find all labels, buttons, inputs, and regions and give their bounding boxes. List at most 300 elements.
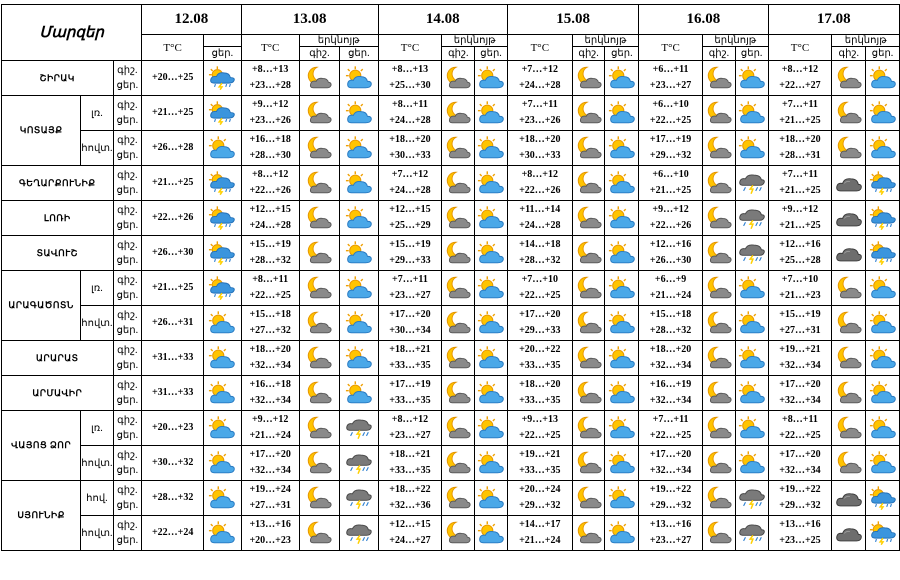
weather-cell (735, 481, 768, 516)
night-label: գիշ. (117, 450, 138, 461)
region-row (2, 446, 900, 481)
moon-cloud-icon (444, 485, 472, 511)
night-label: գիշ. (117, 65, 138, 76)
temp-cell (241, 236, 299, 271)
temp-cell (241, 341, 299, 376)
night-label: գիշ. (117, 520, 138, 531)
region-name: ԼՈՌԻ (2, 201, 114, 236)
sun-cloud-icon (345, 345, 373, 371)
weather-cell (735, 201, 768, 236)
night-label: գիշ. (117, 415, 138, 426)
cloud-storm-icon (345, 450, 373, 476)
weather-cell (605, 376, 639, 411)
sun-cloud-storm-icon (869, 170, 897, 196)
period-label (113, 166, 142, 201)
weather-cell (299, 306, 339, 341)
night-temp: +15…+19 (249, 239, 291, 250)
day-temp: +22…+25 (649, 430, 692, 441)
day-temp: +32…+34 (249, 395, 291, 406)
weather-cell (204, 201, 242, 236)
sun-cloud-storm-icon (208, 170, 236, 196)
weather-cell (475, 376, 508, 411)
weather-cell (572, 306, 605, 341)
weather-cell (866, 481, 900, 516)
weather-cell (605, 166, 639, 201)
temp-cell: +21…+25 (142, 166, 204, 201)
temp-cell (378, 446, 442, 481)
moon-cloud-icon (835, 415, 863, 441)
weather-cell (475, 271, 508, 306)
moon-cloud-icon (705, 380, 733, 406)
date-header: 12.08 (142, 5, 241, 35)
night-temp: +20…+24 (519, 484, 561, 495)
temp-cell (639, 131, 703, 166)
sun-cloud-storm-icon (208, 205, 236, 231)
weather-cell (605, 306, 639, 341)
day-temp: +30…+33 (389, 150, 431, 161)
temp-cell (639, 411, 703, 446)
day-temp: +28…+32 (249, 255, 291, 266)
sun-cloud-icon (477, 205, 505, 231)
weather-cell (832, 96, 866, 131)
moon-cloud-icon (305, 135, 333, 161)
night-temp: +12…+16 (649, 239, 692, 250)
weather-cell (703, 96, 736, 131)
day-temp: +32…+34 (249, 360, 291, 371)
night-temp: +17…+20 (779, 379, 821, 390)
period-label (113, 481, 142, 516)
sky-column-header: երկնոյթ (299, 35, 378, 47)
weather-cell (340, 61, 378, 96)
weather-cell (299, 131, 339, 166)
day-temp: +32…+34 (649, 360, 692, 371)
night-subheader: գիշ. (442, 47, 475, 61)
day-temp: +28…+32 (649, 325, 692, 336)
night-label: գիշ. (117, 485, 138, 496)
sky-column-header: երկնոյթ (572, 35, 639, 47)
moon-cloud-icon (575, 380, 603, 406)
dark-cloud-icon (835, 240, 863, 266)
weather-cell (340, 166, 378, 201)
date-header: 13.08 (241, 5, 378, 35)
sun-cloud-icon (608, 415, 636, 441)
moon-cloud-icon (575, 345, 603, 371)
night-temp: +7…+11 (521, 99, 558, 110)
temp-cell (507, 201, 572, 236)
day-temp: +23…+26 (519, 115, 561, 126)
temp-cell (241, 201, 299, 236)
day-temp: +22…+25 (779, 430, 821, 441)
temp-cell: +26…+31 (142, 306, 204, 341)
night-temp: +17…+20 (519, 309, 561, 320)
sun-cloud-icon (608, 310, 636, 336)
weather-cell (832, 131, 866, 166)
weather-cell (605, 271, 639, 306)
night-temp: +8…+13 (251, 64, 289, 75)
weather-cell (340, 96, 378, 131)
moon-cloud-icon (705, 135, 733, 161)
sun-cloud-storm-icon (208, 275, 236, 301)
weather-cell (866, 131, 900, 166)
night-temp: +6…+10 (652, 99, 689, 110)
day-temp: +21…+25 (779, 185, 821, 196)
day-temp: +21…+23 (779, 290, 821, 301)
day-temp: +21…+24 (649, 290, 692, 301)
night-label: գիշ. (117, 205, 138, 216)
day-temp: +33…+35 (519, 395, 561, 406)
weather-cell (832, 481, 866, 516)
night-temp: +7…+11 (392, 274, 428, 285)
moon-cloud-icon (575, 170, 603, 196)
sun-cloud-icon (208, 485, 236, 511)
day-subheader: ցեր. (866, 47, 900, 61)
night-temp: +12…+15 (389, 204, 431, 215)
night-subheader: գիշ. (703, 47, 736, 61)
weather-cell (605, 516, 639, 551)
sun-cloud-icon (608, 380, 636, 406)
weather-cell (605, 201, 639, 236)
temp-cell (241, 271, 299, 306)
sun-cloud-storm-icon (869, 205, 897, 231)
temp-cell: +28…+32 (142, 481, 204, 516)
day-temp: +29…+33 (519, 325, 561, 336)
night-temp: +17…+19 (389, 379, 431, 390)
sun-cloud-icon (477, 520, 505, 546)
weather-cell (605, 446, 639, 481)
moon-cloud-icon (575, 240, 603, 266)
temp-cell (507, 446, 572, 481)
temp-cell (241, 61, 299, 96)
moon-cloud-icon (444, 240, 472, 266)
weather-cell (340, 236, 378, 271)
period-label (113, 236, 142, 271)
temp-cell (639, 306, 703, 341)
temp-cell (768, 516, 832, 551)
weather-cell (442, 306, 475, 341)
weather-cell (866, 376, 900, 411)
day-temp: +22…+26 (649, 220, 692, 231)
weather-cell (572, 411, 605, 446)
weather-cell (204, 411, 242, 446)
temp-cell (768, 236, 832, 271)
night-temp: +8…+11 (252, 274, 289, 285)
day-temp: +32…+34 (649, 465, 692, 476)
night-temp: +18…+20 (519, 379, 561, 390)
night-label: գիշ. (117, 240, 138, 251)
day-temp: +22…+25 (519, 430, 561, 441)
weather-cell (572, 516, 605, 551)
temp-cell (639, 341, 703, 376)
weather-cell (832, 411, 866, 446)
period-label (113, 341, 142, 376)
night-temp: +19…+21 (519, 449, 561, 460)
weather-cell (866, 236, 900, 271)
weather-cell (605, 61, 639, 96)
moon-cloud-icon (444, 520, 472, 546)
cloud-storm-icon (345, 520, 373, 546)
moon-cloud-icon (835, 275, 863, 301)
temp-cell (241, 446, 299, 481)
weather-cell (204, 481, 242, 516)
sun-cloud-icon (208, 520, 236, 546)
cloud-storm-icon (345, 415, 373, 441)
night-subheader: գիշ. (299, 47, 339, 61)
temp-cell (241, 481, 299, 516)
temp-cell (507, 481, 572, 516)
moon-cloud-icon (835, 380, 863, 406)
night-temp: +18…+20 (519, 134, 561, 145)
temp-cell (639, 236, 703, 271)
temp-cell (507, 96, 572, 131)
weather-cell (866, 306, 900, 341)
weather-cell (340, 446, 378, 481)
region-row (2, 481, 900, 516)
region-name: ՍՅՈՒՆԻՔ (2, 481, 81, 551)
day-temp: +32…+34 (779, 465, 821, 476)
day-temp: +28…+32 (519, 255, 561, 266)
day-temp: +27…+31 (779, 325, 821, 336)
day-temp: +24…+28 (389, 185, 431, 196)
temp-cell (378, 96, 442, 131)
moon-cloud-icon (444, 100, 472, 126)
temp-cell (507, 236, 572, 271)
cloud-storm-icon (738, 240, 766, 266)
sun-cloud-icon (477, 275, 505, 301)
night-temp: +7…+11 (782, 99, 818, 110)
weather-cell (204, 271, 242, 306)
weather-cell (866, 96, 900, 131)
day-temp: +29…+32 (649, 500, 692, 511)
sun-cloud-icon (345, 170, 373, 196)
sun-cloud-icon (345, 380, 373, 406)
weather-cell (703, 271, 736, 306)
weather-cell (299, 96, 339, 131)
day-subheader: ցեր. (204, 47, 242, 61)
weather-cell (703, 411, 736, 446)
day-temp: +30…+33 (519, 150, 561, 161)
moon-cloud-icon (705, 485, 733, 511)
temp-cell (507, 341, 572, 376)
weather-cell (703, 341, 736, 376)
weather-cell (475, 411, 508, 446)
temp-cell (378, 61, 442, 96)
temp-cell (507, 516, 572, 551)
moon-cloud-icon (305, 450, 333, 476)
sun-cloud-icon (738, 380, 766, 406)
day-temp: +28…+31 (779, 150, 821, 161)
day-temp: +33…+35 (389, 395, 431, 406)
temp-cell (507, 61, 572, 96)
weather-cell (475, 131, 508, 166)
temp-cell (241, 516, 299, 551)
moon-cloud-icon (835, 100, 863, 126)
night-temp: +8…+12 (781, 64, 819, 75)
night-label: գիշ. (117, 275, 138, 286)
sun-cloud-icon (477, 485, 505, 511)
moon-cloud-icon (305, 345, 333, 371)
weather-cell (866, 271, 900, 306)
region-row (2, 236, 900, 271)
cloud-storm-icon (738, 170, 766, 196)
sun-cloud-icon (869, 415, 897, 441)
weather-cell (299, 201, 339, 236)
sun-cloud-icon (477, 240, 505, 266)
day-temp: +25…+30 (389, 80, 431, 91)
dark-cloud-icon (835, 205, 863, 231)
weather-cell (572, 446, 605, 481)
temp-cell (768, 131, 832, 166)
temp-cell: +22…+26 (142, 201, 204, 236)
moon-cloud-icon (305, 415, 333, 441)
temp-cell: +26…+30 (142, 236, 204, 271)
day-temp: +30…+34 (389, 325, 431, 336)
period-label (113, 411, 142, 446)
temp-cell (241, 411, 299, 446)
cloud-storm-icon (738, 485, 766, 511)
moon-cloud-icon (835, 135, 863, 161)
weather-cell (605, 411, 639, 446)
sun-cloud-icon (608, 345, 636, 371)
weather-cell (340, 201, 378, 236)
weather-cell (866, 166, 900, 201)
weather-cell (475, 201, 508, 236)
weather-cell (572, 201, 605, 236)
day-temp: +29…+32 (649, 150, 692, 161)
temp-cell (768, 201, 832, 236)
moon-cloud-icon (444, 275, 472, 301)
weather-cell (442, 96, 475, 131)
weather-cell (832, 201, 866, 236)
night-temp: +8…+12 (251, 169, 289, 180)
day-label: ցեր. (116, 465, 139, 476)
sky-column-header: երկնոյթ (442, 35, 508, 47)
temp-column-header: T°C (378, 35, 442, 61)
sun-cloud-icon (869, 275, 897, 301)
dark-cloud-icon (835, 520, 863, 546)
sun-cloud-icon (738, 415, 766, 441)
day-temp: +23…+25 (779, 535, 821, 546)
sun-cloud-storm-icon (869, 240, 897, 266)
night-label: գիշ. (117, 100, 138, 111)
region-name: ԱՐՄԱՎԻՐ (2, 376, 114, 411)
night-label: գիշ. (117, 380, 138, 391)
day-temp: +29…+32 (779, 500, 821, 511)
night-temp: +15…+18 (249, 309, 291, 320)
weather-cell (735, 166, 768, 201)
night-temp: +12…+15 (249, 204, 291, 215)
day-temp: +21…+25 (649, 185, 692, 196)
sun-cloud-icon (345, 310, 373, 336)
temp-cell (639, 201, 703, 236)
weather-cell (572, 341, 605, 376)
weather-cell (340, 376, 378, 411)
weather-cell (832, 271, 866, 306)
day-temp: +23…+27 (649, 535, 692, 546)
weather-cell (703, 446, 736, 481)
temp-cell (378, 201, 442, 236)
day-temp: +24…+28 (389, 115, 431, 126)
weather-cell (703, 201, 736, 236)
sun-cloud-icon (608, 275, 636, 301)
weather-cell (204, 236, 242, 271)
night-temp: +19…+21 (779, 344, 821, 355)
weather-cell (475, 446, 508, 481)
moon-cloud-icon (575, 450, 603, 476)
weather-cell (703, 61, 736, 96)
region-row (2, 271, 900, 306)
sun-cloud-icon (208, 345, 236, 371)
night-temp: +7…+10 (781, 274, 819, 285)
weather-cell (340, 341, 378, 376)
zone-label: լռ. (81, 271, 113, 306)
weather-cell (605, 96, 639, 131)
sun-cloud-icon (738, 310, 766, 336)
moon-cloud-icon (305, 100, 333, 126)
temp-cell (639, 516, 703, 551)
moon-cloud-icon (444, 170, 472, 196)
weather-cell (442, 341, 475, 376)
weather-cell (475, 61, 508, 96)
date-header: 16.08 (639, 5, 768, 35)
day-subheader: ցեր. (735, 47, 768, 61)
weather-cell (832, 236, 866, 271)
moon-cloud-icon (444, 135, 472, 161)
temp-cell (507, 271, 572, 306)
day-temp: +29…+33 (389, 255, 431, 266)
night-temp: +15…+19 (389, 239, 431, 250)
night-temp: +6…+9 (654, 274, 687, 285)
weather-cell (204, 341, 242, 376)
day-label: ցեր. (116, 500, 139, 511)
day-temp: +32…+34 (249, 465, 291, 476)
weather-cell (299, 271, 339, 306)
night-temp: +19…+22 (779, 484, 821, 495)
temp-cell (639, 271, 703, 306)
sun-cloud-icon (477, 450, 505, 476)
weather-cell (340, 481, 378, 516)
moon-cloud-icon (705, 415, 733, 441)
zone-label: լռ. (81, 96, 113, 131)
weather-cell (703, 481, 736, 516)
day-temp: +24…+28 (519, 80, 561, 91)
temp-cell (768, 96, 832, 131)
weather-cell (703, 236, 736, 271)
temp-cell (378, 376, 442, 411)
temp-cell (639, 446, 703, 481)
day-label: ցեր. (116, 395, 139, 406)
sun-cloud-icon (608, 100, 636, 126)
weather-cell (475, 481, 508, 516)
region-row (2, 61, 900, 96)
sun-cloud-icon (208, 310, 236, 336)
weather-cell (866, 201, 900, 236)
sun-cloud-icon (738, 345, 766, 371)
weather-cell (703, 306, 736, 341)
weather-cell (832, 516, 866, 551)
temp-cell (639, 481, 703, 516)
period-label (113, 306, 142, 341)
weather-cell (572, 61, 605, 96)
weather-cell (735, 96, 768, 131)
day-temp: +24…+27 (389, 535, 431, 546)
cloud-storm-icon (345, 485, 373, 511)
weather-cell (204, 166, 242, 201)
sun-cloud-icon (608, 485, 636, 511)
sun-cloud-icon (608, 65, 636, 91)
night-temp: +11…+14 (519, 204, 561, 215)
temp-cell (768, 61, 832, 96)
temp-cell (378, 166, 442, 201)
